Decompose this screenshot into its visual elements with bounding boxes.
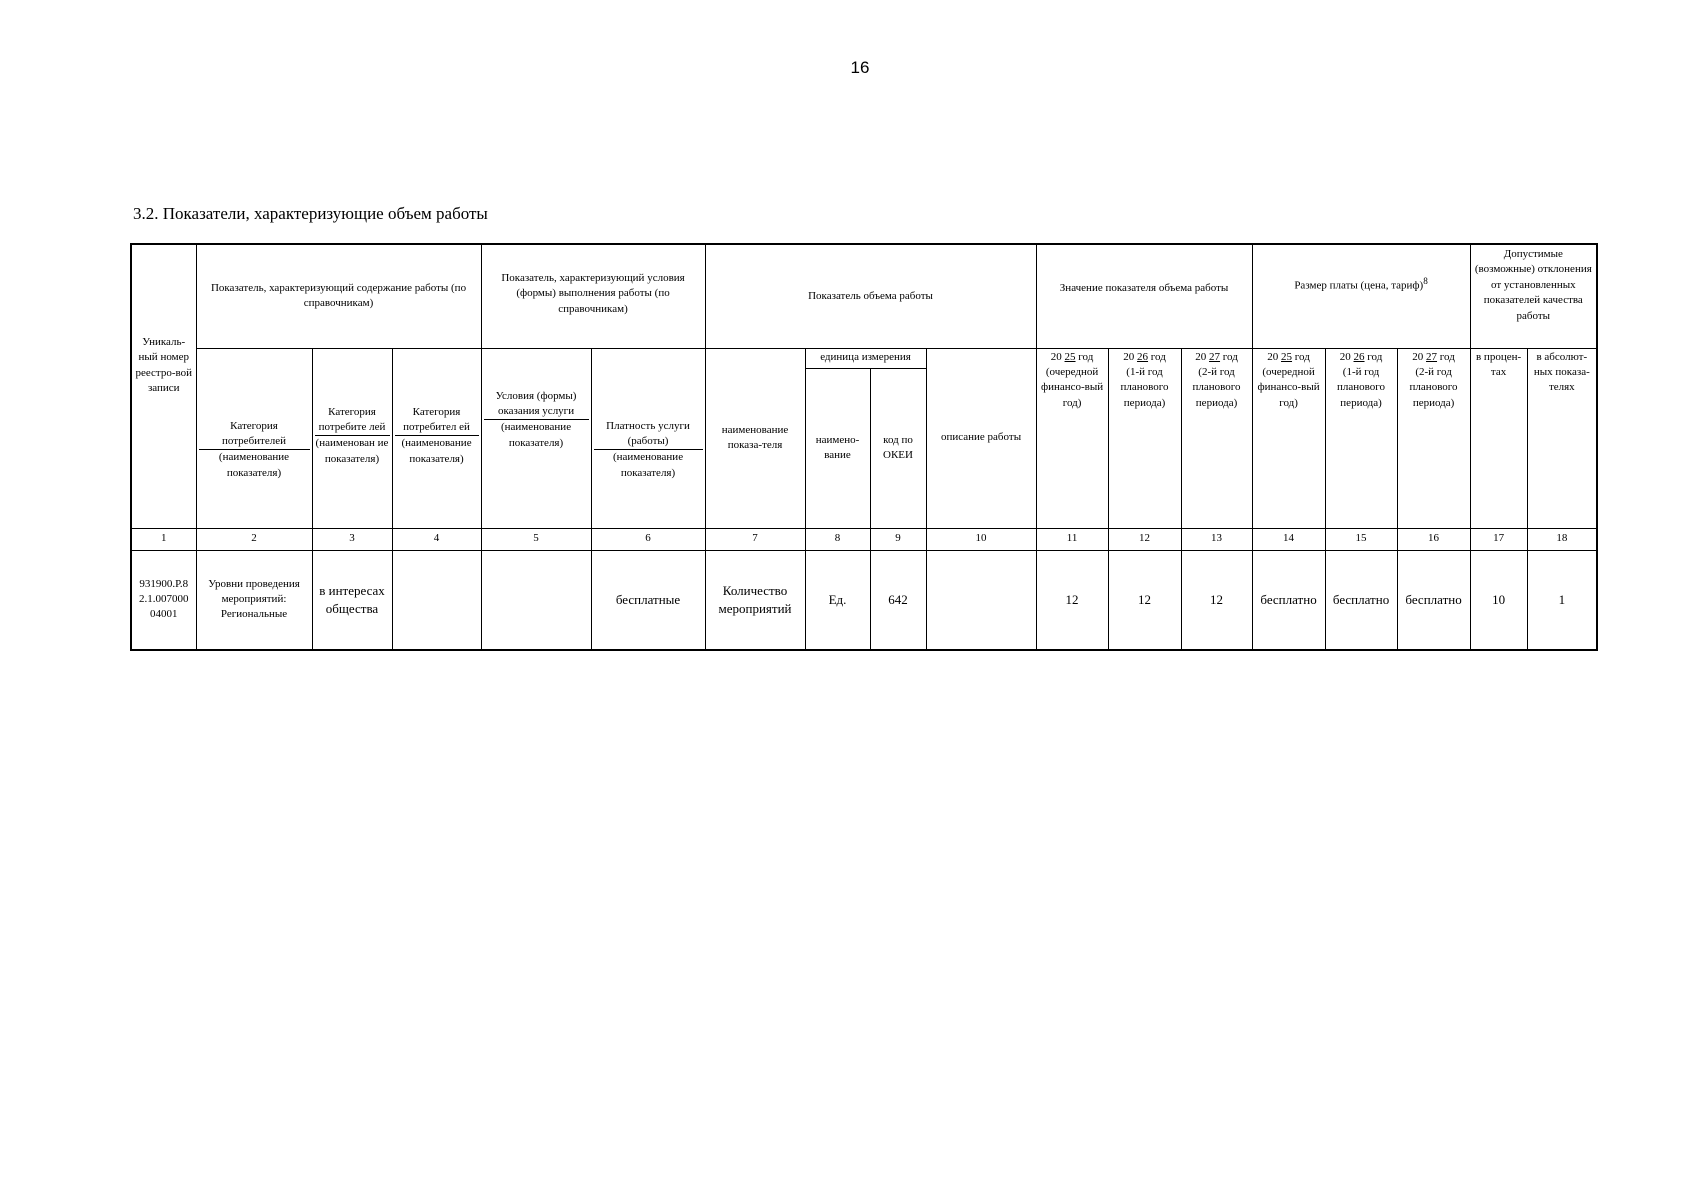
cell-description (926, 550, 1036, 650)
header-conditions-group (481, 244, 705, 348)
cell-unit: Ед. (805, 550, 870, 650)
header-fee-2025 (1252, 348, 1325, 528)
fee-type-name: (наименование показателя) (612, 451, 684, 479)
value-2027-prefix: 20 (1195, 350, 1207, 363)
header-value-group-label: Значение показателя объема работы (1059, 282, 1229, 294)
header-fee-type (591, 348, 705, 528)
cell-okei: 642 (870, 550, 926, 650)
registry-number-line: 931900.Р.8 (139, 577, 189, 590)
header-consumer-category-3 (392, 348, 481, 528)
header-consumer-category-2 (312, 348, 392, 528)
cell-fee-2026: бесплатно (1325, 550, 1397, 650)
cell-indicator: Количество мероприятий (705, 550, 805, 650)
header-work-description (926, 348, 1036, 528)
section-title: 3.2. Показатели, характеризующие объем работы (133, 204, 488, 223)
column-number: 9 (870, 528, 926, 550)
header-indicator-name (705, 348, 805, 528)
cell-value-2026: 12 (1108, 550, 1181, 650)
deviation-absolute-label: в абсолют-ных показа-телях (1533, 350, 1590, 394)
fee-2025-suffix: год (1294, 350, 1310, 363)
column-number: 10 (926, 528, 1036, 550)
value-2027-year: 27 (1209, 350, 1221, 363)
header-deviation-absolute (1527, 348, 1597, 528)
header-fee-2026 (1325, 348, 1397, 528)
value-2026-suffix: год (1150, 350, 1166, 363)
column-number: 8 (805, 528, 870, 550)
column-number: 12 (1108, 528, 1181, 550)
header-fee-2027 (1397, 348, 1470, 528)
work-volume-table (130, 243, 1598, 651)
header-fee-group-label: Размер платы (цена, тариф) (1294, 279, 1424, 292)
conditions-title: Условия (формы) оказания услуги (484, 389, 589, 421)
column-number-row (131, 528, 1597, 550)
cell-value-2025: 12 (1036, 550, 1108, 650)
work-description-label: описание работы (940, 431, 1022, 444)
value-2027-suffix: год (1222, 350, 1238, 363)
unit-group-label: единица измерения (820, 351, 911, 364)
conditions-name: (наименование показателя) (500, 421, 572, 449)
registry-number-line: 2.1.007000 (139, 593, 189, 606)
fee-2025-note: (очередной финансо-вый год) (1257, 365, 1320, 409)
fee-2027-year: 27 (1426, 350, 1438, 363)
header-unit-name (805, 368, 870, 528)
header-fee-group (1252, 244, 1470, 348)
consumer-category-3-name: (наименование показателя) (401, 437, 472, 465)
cell-conditions (481, 550, 591, 650)
column-number: 2 (196, 528, 312, 550)
header-volume-group-label: Показатель объема работы (808, 290, 933, 302)
column-number: 1 (131, 528, 196, 550)
table-row (131, 550, 1597, 650)
column-number: 4 (392, 528, 481, 550)
cell-fee-type: бесплатные (591, 550, 705, 650)
fee-2027-note: (2-й год планового периода) (1409, 365, 1458, 409)
cell-consumer-category-1: Уровни проведения мероприятий: Региональные (196, 550, 312, 650)
header-conditions-group-label: Показатель, характеризующий условия (формы) выполнения работы (по справочникам) (501, 272, 685, 315)
fee-2026-prefix: 20 (1339, 350, 1351, 363)
header-content-group-label: Показатель, характеризующий содержание работы (по справочникам) (210, 282, 467, 310)
header-unique-number-label: Уникаль-ный номер реестро-вой записи (135, 336, 193, 395)
cell-deviation-absolute: 1 (1527, 550, 1597, 650)
header-deviation-percent (1470, 348, 1527, 528)
header-deviation-group (1470, 244, 1597, 348)
header-content-group (196, 244, 481, 348)
header-unique-number (131, 244, 196, 528)
column-number: 15 (1325, 528, 1397, 550)
page-number: 16 (850, 58, 870, 77)
column-number: 3 (312, 528, 392, 550)
cell-deviation-percent: 10 (1470, 550, 1527, 650)
cell-fee-2027: бесплатно (1397, 550, 1470, 650)
value-2026-prefix: 20 (1123, 350, 1135, 363)
column-number: 5 (481, 528, 591, 550)
fee-2025-year: 25 (1281, 350, 1293, 363)
fee-type-title: Платность услуги (работы) (594, 419, 703, 451)
fee-2027-prefix: 20 (1412, 350, 1424, 363)
header-volume-group (705, 244, 1036, 348)
indicator-name-title: наименование показа-теля (721, 423, 789, 451)
column-number: 6 (591, 528, 705, 550)
deviation-percent-label: в процен-тах (1475, 350, 1522, 378)
header-value-2027 (1181, 348, 1252, 528)
fee-2026-year: 26 (1353, 350, 1365, 363)
header-unit-group (805, 348, 926, 368)
unit-name-label: наимено-вание (815, 433, 860, 461)
header-value-2026 (1108, 348, 1181, 528)
registry-number-line: 04001 (150, 608, 178, 621)
column-number: 17 (1470, 528, 1527, 550)
cell-value-2027: 12 (1181, 550, 1252, 650)
fee-footnote-mark: 8 (1423, 276, 1428, 286)
column-number: 16 (1397, 528, 1470, 550)
header-unit-code (870, 368, 926, 528)
cell-registry-number (131, 550, 196, 650)
consumer-category-1-title: Категория потребителей (199, 419, 310, 451)
cell-fee-2025: бесплатно (1252, 550, 1325, 650)
value-2025-prefix: 20 (1050, 350, 1062, 363)
value-2025-year: 25 (1064, 350, 1076, 363)
header-value-2025 (1036, 348, 1108, 528)
cell-consumer-category-2: в интересах общества (312, 550, 392, 650)
consumer-category-1-name: (наименование показателя) (218, 451, 290, 479)
column-number: 7 (705, 528, 805, 550)
cell-consumer-category-3 (392, 550, 481, 650)
consumer-category-2-title: Категория потребите лей (315, 405, 390, 437)
fee-2025-prefix: 20 (1267, 350, 1279, 363)
column-number: 14 (1252, 528, 1325, 550)
column-number: 11 (1036, 528, 1108, 550)
value-2026-year: 26 (1137, 350, 1149, 363)
header-conditions (481, 348, 591, 528)
column-number: 13 (1181, 528, 1252, 550)
header-consumer-category-1 (196, 348, 312, 528)
fee-2026-note: (1-й год планового периода) (1337, 365, 1386, 409)
value-2025-note: (очередной финансо-вый год) (1040, 365, 1104, 409)
consumer-category-2-name: (наименован ие показателя) (315, 437, 389, 465)
value-2025-suffix: год (1078, 350, 1094, 363)
column-number: 18 (1527, 528, 1597, 550)
unit-code-label: код по ОКЕИ (883, 433, 913, 461)
fee-2027-suffix: год (1439, 350, 1455, 363)
value-2026-note: (1-й год планового периода) (1120, 365, 1169, 409)
fee-2026-suffix: год (1367, 350, 1383, 363)
consumer-category-3-title: Категория потребител ей (395, 405, 479, 437)
header-value-group (1036, 244, 1252, 348)
header-deviation-group-label: Допустимые (возможные) отклонения от установленных показателей качества работы (1474, 248, 1592, 322)
value-2027-note: (2-й год планового периода) (1192, 365, 1241, 409)
